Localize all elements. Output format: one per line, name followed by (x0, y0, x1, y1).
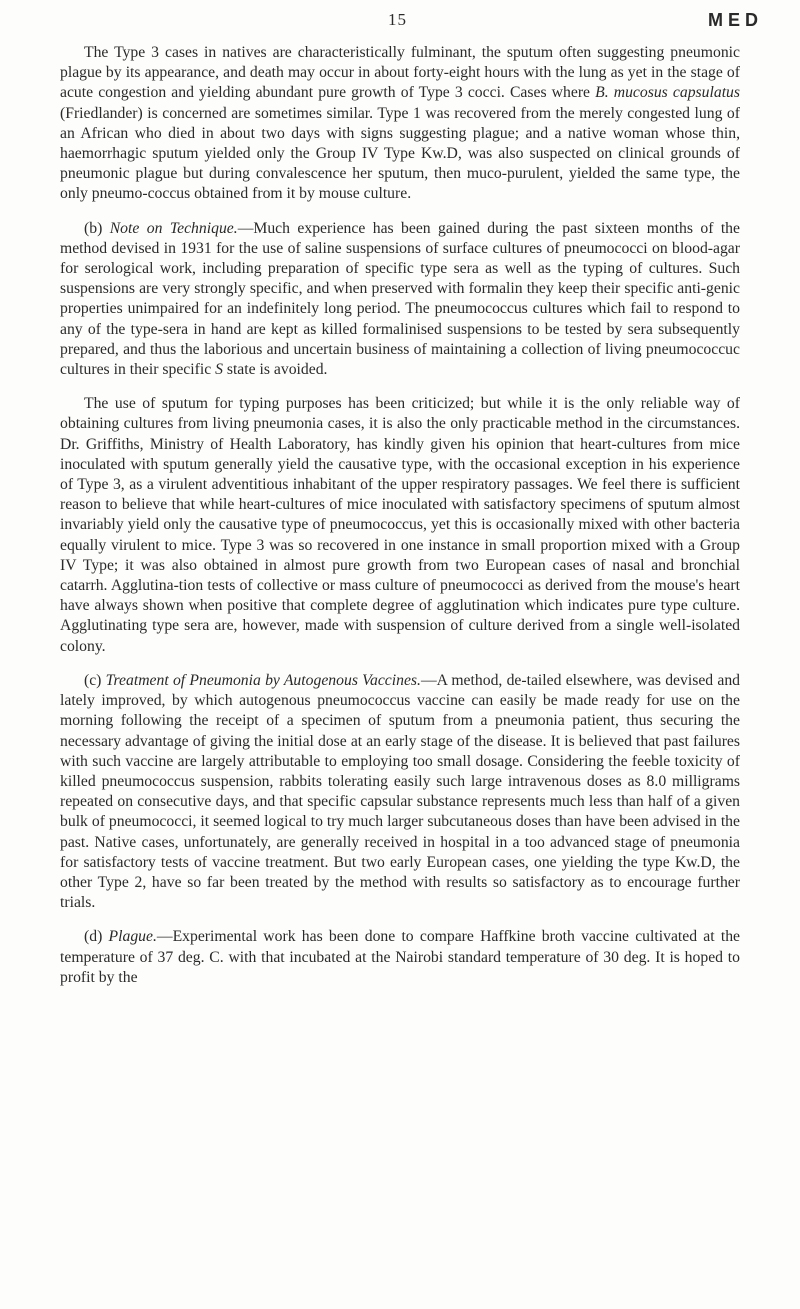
paragraph-sputum-typing (60, 394, 740, 657)
p1-text-a: The Type 3 cases in natives are characteristically fulminant, the sputum often suggesting pneumonic plague by its appearance, and death may occur in about forty-eight hours with the lung as yet in the stage of acute congestion and yielding abundant pure growth of Type 3 cocci. Cases where (60, 44, 740, 102)
organism-name: B. mucosus capsulatus (595, 84, 740, 102)
p1-text-b: (Friedlander) is concerned are sometimes similar. Type 1 was recovered from the merely congested lung of an African who died in about two days with signs suggesting plague; and a native woman whose thin, haemorrhagic sputum yielded only the Group IV Type Kw.D, was also suspected on clinical grounds of pneumonic plague but during convalescence her sputum, then muco-purulent, yielded the same type, the only pneumo-coccus obtained from it by mouse culture. (60, 104, 740, 203)
paragraph-autogenous-vaccines (60, 671, 740, 913)
page-header (0, 10, 800, 40)
section-label-d: (d) (84, 928, 103, 946)
section-heading-technique: Note on Technique. (109, 219, 238, 237)
p5-text: —Experimental work has been done to compare Haffkine broth vaccine cultivated at the temperature of 37 deg. C. with that incubated at the Nairobi standard temperature of 30 deg. It is hoped to profit by the (60, 928, 741, 986)
running-head: MED (708, 10, 763, 30)
p2-text-b: state is avoided. (222, 361, 328, 379)
section-label-c: (c) (84, 671, 102, 689)
p3-text: The use of sputum for typing purposes has been criticized; but while it is the only reliable way of obtaining cultures from living pneumonia cases, it is also the only practicable method in the circumstances. Dr. Griffiths, Ministry of Health Laboratory, has kindly given his opinion that heart-cultures from mice inoculated with sputum generally yield the causative type, with the occasional exception in his experience of Type 3, as a virulent adventitious inhabitant of the upper respiratory passages. We feel there is sufficient reason to believe that while heart-cultures of mice inoculated with satisfactory specimens of sputum almost invariably yield only the causative type of pneumococcus, yet this is occasionally mixed with other bacteria equally virulent to mice. Type 3 was so recovered in one instance in small proportion mixed with a Group IV Type; it was also obtained in almost pure growth from two European cases of nasal and bronchial catarrh. Agglutina-tion tests of collective or mass culture of pneumococci as derived from the mouse's heart have always shown when positive that complete degree of agglutination which indicates pure type culture. Agglutinating type sera are, however, made with suspension of culture derived from a single well-isolated colony. (60, 395, 740, 655)
section-heading-plague: Plague. (108, 928, 157, 946)
page-number: 15 (388, 10, 407, 29)
p4-text: —A method, de-tailed elsewhere, was devised and lately improved, by which autogenous pneumococcus vaccine can easily be made ready for use on the morning following the receipt of a specimen of sputum from a pneumonia patient, thus securing the necessary advantage of giving the initial dose at an early stage of the disease. It is believed that past failures with such vaccine are largely attributable to employing too small dosage. Considering the feeble toxicity of killed pneumococcus suspension, rabbits tolerating easily such large intravenous doses as 8.0 milligrams repeated on consecutive days, and that specific capsular substance represents much less than half of a given bulk of pneumococci, it seemed logical to try much larger subcutaneous doses than have been advised in the past. Native cases, unfortunately, are generally received in hospital in a too advanced stage of pneumonia for satisfactory tests of vaccine treatment. But two early European cases, one yielding the type Kw.D, the other Type 2, have so far been treated by the method with results so satisfactory as to encourage further trials. (60, 671, 741, 912)
section-heading-treatment: Treatment of Pneumonia by Autogenous Vaccines. (105, 671, 421, 689)
paragraph-plague (60, 927, 740, 988)
p2-text-a: —Much experience has been gained during the past sixteen months of the method devised in 1931 for the use of saline suspensions of surface cultures of pneumococci on blood-agar for serological work, including preparation of specific type sera as well as the typing of cultures. Such suspensions are very strongly specific, and when preserved with formalin they keep their specific anti-genic properties unimpaired for an indefinitely long period. The pneumococcus cultures which fail to respond to any of the type-sera in hand are kept as killed formalinised suspensions to be tested by sera subsequently prepared, and thus the laborious and uncertain business of maintaining a collection of living pneumococcuc cultures in their specific (60, 219, 740, 379)
paragraph-type3-cases (60, 43, 740, 205)
section-label-b: (b) (84, 219, 103, 237)
paragraph-note-on-technique (60, 219, 740, 381)
state-letter: S (215, 361, 223, 379)
body-text (60, 43, 740, 988)
